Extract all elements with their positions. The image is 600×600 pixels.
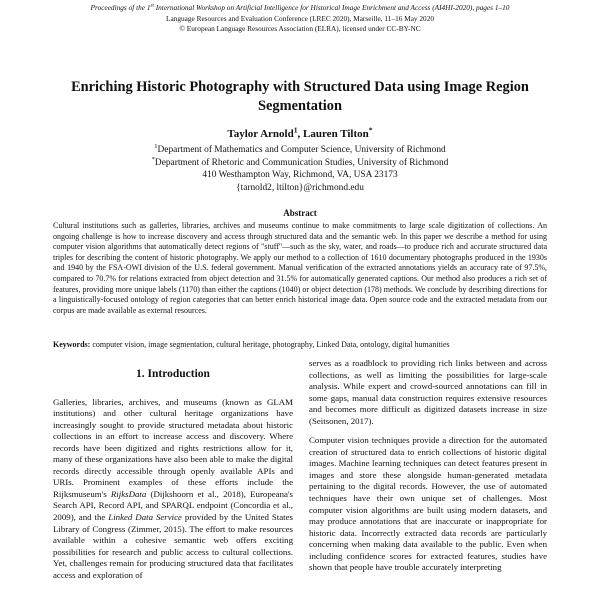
emails: {tarnold2, ltilton}@richmond.edu: [236, 182, 364, 193]
section-heading-introduction: 1. Introduction: [136, 368, 210, 380]
keywords: [53, 340, 547, 350]
affiliation-2-sup: *: [151, 155, 155, 163]
abstract-heading: Abstract: [283, 208, 317, 218]
intro-paragraph-part-a: Galleries, libraries, archives, and museums (known as GLAM institutions) and other cultural heritage organizations have increasingly sought to provide structured metadata about historic collections in an effort to increase access and discovery. Where records have been digitized and rights restrictions allow for it, many of these organizations have also been able to make the digital records directly accessible through openly available APIs and URIs. Prominent examples of these efforts include the Rijksmuseum's: [53, 396, 293, 499]
author-1-sup: 1: [293, 125, 298, 135]
affiliation-1: [0, 144, 600, 157]
header-line-1-sup: st: [150, 2, 154, 9]
header-line-1-post: International Workshop on Artificial Intelligence for Historical Image Enrichment and Access (AI4HI-2020), pages 1–10: [153, 3, 510, 12]
affiliation-2-text: Department of Rhetoric and Communication Studies, University of Richmond: [154, 157, 449, 168]
author-1: Taylor Arnold: [227, 128, 294, 140]
author-2-sup: *: [368, 125, 373, 135]
header-line-1-pre: Proceedings of the 1: [90, 3, 151, 12]
affiliation-2: [0, 157, 600, 170]
affiliation-1-sup: 1: [154, 142, 158, 150]
left-column: [53, 364, 293, 600]
intro-italic-linked-data-service: Linked Data Service: [108, 512, 182, 523]
header-line-3: © European Language Resources Association (ELRA), licensed under CC-BY-NC: [179, 24, 421, 33]
affiliations: [0, 144, 600, 194]
intro-paragraph: [53, 397, 293, 582]
right-paragraph-1: serves as a roadblock to providing rich links between and across collections, as well as limiting the possibilities for large-scale analysis. While expert and crowd-sourced annotations can fill in some gaps, manual data construction requires extensive resources and becomes more difficult as digitized datasets increase in size (Seitsonen, 2017).: [309, 358, 547, 426]
authors: [0, 125, 600, 140]
right-paragraph-2: Computer vision techniques provide a direction for the automated creation of structured data to enrich collections of historic digital images. Machine learning techniques can detect features present in images and store these alongside human-generated metadata pertaining to the digital records. However, the use of automated techniques have their own unique set of challenges. Most computer vision algorithms are built using modern datasets, and may produce annotations that are inaccurate or inappropriate for historic data. Incorrectly extracted data records are particularly concerning when making data available to the public. Even when including confidence scores for extracted features, studies have shown that people have trouble accurately interpreting: [309, 435, 547, 573]
abstract-text: Cultural institutions such as galleries, libraries, archives and museums continue to make commitments to large scale digitization of collections. An ongoing challenge is how to increase discovery and access through structured data and the semantic web. In this paper we describe a method for using computer vision algorithms that automatically detect regions of "stuff"—such as the sky, water, and roads—to produce rich and accurate structured data triples for describing the content of historic photography. We apply our method to a collection of 1610 documentary photographs produced in the 1930s and 1940 by the FSA-OWI division of the U.S. federal government. Manual verification of the extracted annotations yields an accuracy rate of 97.5%, compared to 70.7% for relations extracted from object detection and 31.5% for automatically generated captions. Our method also produces a rich set of features, providing more unique labels (1170) than either the captions (1040) or object detection (178) methods. We conclude by describing directions for a linguistically-focused ontology of region categories that can better enrich historical image data. Open source code and the extracted metadata from our corpus are made available as external resources.: [53, 221, 547, 315]
affiliation-1-text: Department of Mathematics and Computer Science, University of Richmond: [157, 145, 446, 155]
intro-paragraph-part-b: (Dijkshoorn et al., 2018), Europeana's Search API, Record API, and SPARQL endpoint (Concordia et al., 2009), and the: [53, 488, 293, 523]
proceedings-header: [0, 3, 600, 35]
intro-italic-rijksdata: RijksData: [110, 488, 147, 499]
right-column: [309, 358, 547, 600]
keywords-label: Keywords:: [53, 340, 91, 349]
address: 410 Westhampton Way, Richmond, VA, USA 23173: [202, 170, 398, 180]
author-separator: ,: [297, 128, 304, 140]
header-line-2: Language Resources and Evaluation Conference (LREC 2020), Marseille, 11–16 May 2020: [165, 13, 435, 23]
intro-paragraph-part-c: provided by the United States Library of Congress (Zimmer, 2015). The effort to make resources available within a cohesive semantic web offers exciting possibilities for research and public access to cultural collections. Yet, challenges remain for producing structured data that facilitates access and exploration of: [53, 512, 293, 580]
author-2: Lauren Tilton: [303, 128, 369, 140]
paper-title: Enriching Historic Photography with Structured Data using Image Region Segmentation: [71, 79, 529, 114]
header-line-1: [0, 3, 600, 14]
keywords-text: computer vision, image segmentation, cultural heritage, photography, Linked Data, ontology, digital humanities: [92, 340, 450, 349]
